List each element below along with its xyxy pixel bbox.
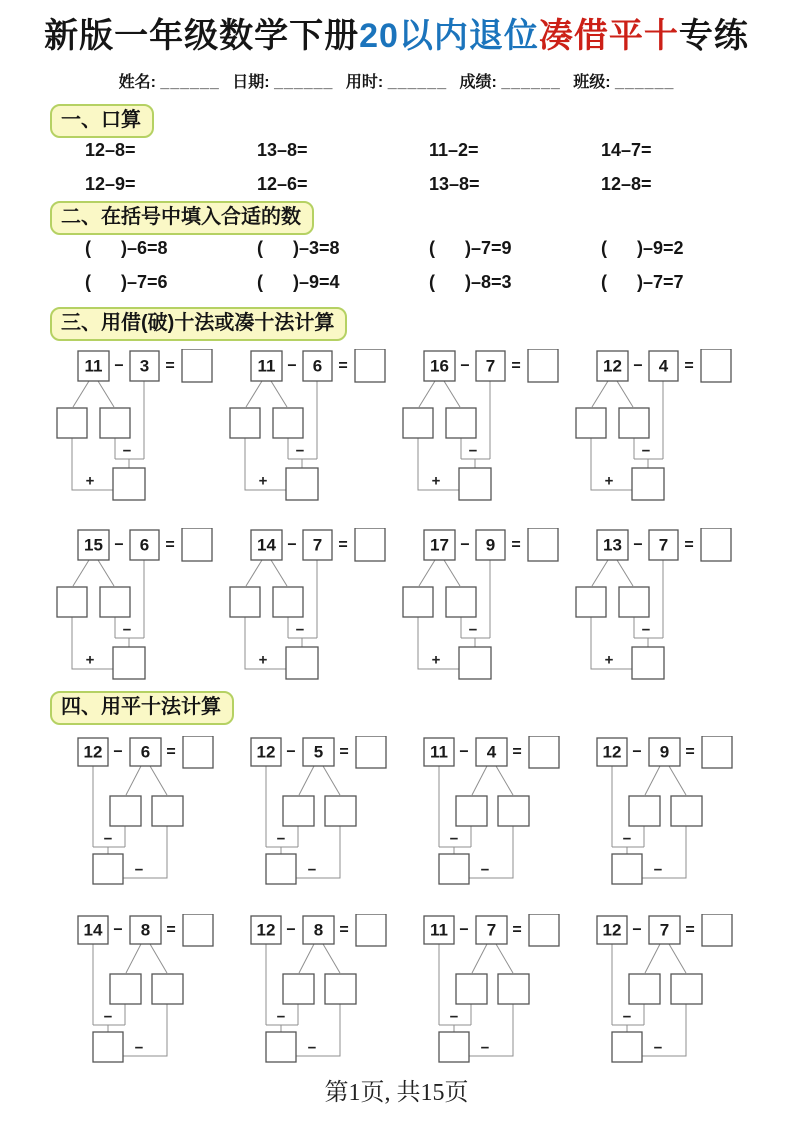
score-blank[interactable]: ______ — [501, 73, 561, 91]
section2-heading: 二、在括号中填入合适的数 — [50, 201, 314, 235]
number-bond-diagram — [56, 528, 229, 686]
step-minus-sign: − — [449, 1008, 459, 1026]
merge-connector — [266, 1025, 298, 1032]
intermediate-box[interactable] — [286, 647, 318, 679]
date-blank[interactable]: ______ — [274, 73, 334, 91]
step-plus-sign: + — [604, 472, 614, 490]
step-minus-sign: − — [641, 442, 651, 460]
step-minus-sign: − — [295, 621, 305, 639]
oral-problem: 13–8= — [257, 139, 308, 160]
split-right-box[interactable] — [152, 974, 183, 1004]
minus-sign: − — [287, 357, 297, 375]
intermediate-box[interactable] — [632, 468, 664, 500]
bracket-problem: ( )–6=8 — [85, 237, 168, 258]
minus-sign: − — [114, 357, 124, 375]
split-right-box[interactable] — [498, 796, 529, 826]
step-minus-sign: − — [449, 830, 459, 848]
date-label: 日期: — [232, 73, 270, 91]
equals-sign: = — [512, 921, 522, 939]
split-line-right — [617, 381, 633, 407]
page-number: 第1页, 共15页 — [324, 1079, 469, 1106]
borrow-ten-problem — [56, 349, 229, 507]
number-bond-diagram — [250, 914, 423, 1066]
step-plus-sign: + — [85, 651, 95, 669]
step-minus-sign-2: − — [134, 861, 144, 879]
merge-connector — [461, 638, 490, 647]
answer-box[interactable] — [528, 528, 558, 561]
split-right-box[interactable] — [619, 587, 649, 617]
step-plus-sign: + — [604, 651, 614, 669]
number-bond-diagram — [423, 736, 596, 888]
step-plus-sign: + — [258, 472, 268, 490]
merge-connector — [266, 847, 298, 854]
title-part-blue: 20以内退位 — [359, 17, 539, 55]
flat-ten-problem — [596, 736, 769, 888]
number-bond-diagram — [229, 528, 402, 686]
minuend-value: 11 — [430, 920, 448, 940]
split-right-box[interactable] — [325, 974, 356, 1004]
number-bond-diagram — [56, 349, 229, 507]
minuend-value: 12 — [83, 742, 103, 762]
subtrahend-value: 6 — [140, 742, 151, 762]
minus-sign: − — [632, 921, 642, 939]
step-minus-sign: − — [622, 830, 632, 848]
number-bond-diagram — [77, 736, 250, 888]
split-line-right — [150, 766, 167, 795]
step-minus-sign-2: − — [307, 861, 317, 879]
minuend-value: 11 — [84, 356, 103, 376]
number-bond-diagram — [229, 349, 402, 507]
equals-sign: = — [511, 536, 521, 554]
section3-row1 — [0, 349, 793, 507]
merge-connector — [634, 638, 663, 647]
split-right-box[interactable] — [671, 974, 702, 1004]
bracket-problem: ( )–9=4 — [257, 271, 340, 292]
oral-problem: 12–8= — [601, 173, 652, 194]
equals-sign: = — [339, 921, 349, 939]
split-right-box[interactable] — [446, 408, 476, 438]
minuend-value: 14 — [83, 920, 103, 940]
intermediate-box[interactable] — [286, 468, 318, 500]
flat-ten-problem — [250, 736, 423, 888]
minuend-value: 17 — [430, 535, 449, 555]
flat-ten-problem — [423, 736, 596, 888]
minus-sign: − — [633, 536, 643, 554]
answer-box[interactable] — [356, 914, 386, 946]
section4-row2 — [0, 914, 793, 1066]
step-minus-sign: − — [103, 830, 113, 848]
equals-sign: = — [338, 357, 348, 375]
intermediate-box[interactable] — [439, 854, 469, 884]
split-line-right — [323, 766, 340, 795]
equals-sign: = — [684, 536, 694, 554]
split-line-left — [246, 560, 262, 586]
merge-connector — [115, 459, 144, 468]
answer-box[interactable] — [356, 736, 386, 768]
split-line-left — [645, 766, 660, 795]
intermediate-box[interactable] — [266, 1032, 296, 1062]
merge-connector — [612, 847, 644, 854]
subtrahend-value: 9 — [485, 535, 496, 555]
borrow-ten-problem — [402, 349, 575, 507]
split-line-right — [98, 560, 114, 586]
split-left-box[interactable] — [57, 408, 87, 438]
bracket-problem: ( )–7=7 — [601, 271, 684, 292]
equals-sign: = — [511, 357, 521, 375]
step-plus-sign: + — [431, 472, 441, 490]
step-plus-sign: + — [431, 651, 441, 669]
split-left-box[interactable] — [283, 974, 314, 1004]
subtrahend-value: 7 — [486, 920, 497, 940]
split-line-right — [150, 944, 167, 973]
section1-heading: 一、口算 — [50, 104, 154, 138]
minus-sign: − — [113, 921, 123, 939]
subtrahend-value: 9 — [659, 742, 670, 762]
split-line-left — [472, 766, 487, 795]
minuend-value: 14 — [257, 535, 276, 555]
meta-line — [0, 69, 793, 92]
split-right-box[interactable] — [100, 587, 130, 617]
section4-heading: 四、用平十法计算 — [50, 691, 234, 725]
minus-sign: − — [459, 921, 469, 939]
bracket-problem: ( )–8=3 — [429, 271, 512, 292]
subtrahend-value: 7 — [485, 356, 496, 376]
intermediate-box[interactable] — [93, 854, 123, 884]
name-blank[interactable]: ______ — [160, 73, 220, 91]
step-minus-sign: − — [122, 621, 132, 639]
split-line-right — [496, 944, 513, 973]
intermediate-box[interactable] — [113, 647, 145, 679]
borrow-ten-problem — [56, 528, 229, 686]
second-minus-connector — [642, 1004, 686, 1056]
second-minus-connector — [642, 826, 686, 878]
split-left-box[interactable] — [57, 587, 87, 617]
section3-row2 — [0, 528, 793, 686]
number-bond-diagram — [402, 349, 575, 507]
step-plus-sign: + — [85, 472, 95, 490]
step-minus-sign: − — [641, 621, 651, 639]
section1-heading-row — [50, 104, 793, 138]
subtrahend-value: 4 — [486, 742, 497, 762]
minuend-value: 11 — [257, 356, 276, 376]
split-right-box[interactable] — [671, 796, 702, 826]
split-left-box[interactable] — [230, 587, 260, 617]
split-right-box[interactable] — [273, 587, 303, 617]
bracket-problem: ( )–3=8 — [257, 237, 340, 258]
split-left-box[interactable] — [629, 796, 660, 826]
split-line-left — [472, 944, 487, 973]
intermediate-box[interactable] — [93, 1032, 123, 1062]
minuend-value: 12 — [603, 356, 622, 376]
split-left-box[interactable] — [403, 408, 433, 438]
step-minus-sign-2: − — [653, 861, 663, 879]
split-right-box[interactable] — [152, 796, 183, 826]
oral-problem: 12–6= — [257, 173, 308, 194]
merge-connector — [461, 459, 490, 468]
minuend-value: 16 — [430, 356, 449, 376]
split-left-box[interactable] — [456, 974, 487, 1004]
name-label: 姓名: — [118, 73, 156, 91]
step-minus-sign: − — [295, 442, 305, 460]
equals-sign: = — [685, 743, 695, 761]
subtrahend-value: 6 — [139, 535, 150, 555]
answer-box[interactable] — [182, 349, 212, 382]
number-bond-diagram — [423, 914, 596, 1066]
minuend-value: 12 — [602, 742, 622, 762]
step-minus-sign: − — [276, 1008, 286, 1026]
section4-row1 — [0, 736, 793, 888]
split-right-box[interactable] — [273, 408, 303, 438]
split-line-left — [592, 381, 608, 407]
split-line-left — [73, 381, 89, 407]
number-bond-diagram — [250, 736, 423, 888]
second-minus-connector — [296, 826, 340, 878]
bracket-problem: ( )–7=6 — [85, 271, 168, 292]
subtrahend-value: 4 — [658, 356, 669, 376]
equals-sign: = — [166, 921, 176, 939]
borrow-ten-problem — [229, 349, 402, 507]
class-blank[interactable]: ______ — [614, 73, 675, 91]
subtrahend-value: 3 — [139, 356, 150, 376]
title-part-black1: 新版一年级数学下册 — [44, 17, 360, 55]
split-line-left — [246, 381, 262, 407]
step-minus-sign-2: − — [307, 1039, 317, 1057]
oral-problem: 12–9= — [85, 173, 136, 194]
merge-connector — [634, 459, 663, 468]
answer-box[interactable] — [355, 349, 385, 382]
flat-ten-problem — [77, 914, 250, 1066]
intermediate-box[interactable] — [632, 647, 664, 679]
split-left-box[interactable] — [456, 796, 487, 826]
oral-problem: 11–2= — [429, 139, 479, 160]
split-line-left — [419, 560, 435, 586]
intermediate-box[interactable] — [266, 854, 296, 884]
step-minus-sign: − — [468, 442, 478, 460]
split-left-box[interactable] — [576, 408, 606, 438]
number-bond-diagram — [575, 349, 748, 507]
flat-ten-problem — [423, 914, 596, 1066]
section2-heading-row — [50, 201, 793, 235]
time-label: 用时: — [345, 73, 384, 91]
split-right-box[interactable] — [325, 796, 356, 826]
split-left-box[interactable] — [230, 408, 260, 438]
step-minus-sign-2: − — [134, 1039, 144, 1057]
split-line-left — [73, 560, 89, 586]
merge-connector — [439, 847, 471, 854]
borrow-ten-problem — [402, 528, 575, 686]
borrow-ten-problem — [575, 349, 748, 507]
equals-sign: = — [685, 921, 695, 939]
answer-box[interactable] — [355, 528, 385, 561]
minuend-value: 13 — [603, 535, 622, 555]
minuend-value: 12 — [602, 920, 622, 940]
title-part-red: 凑借平十 — [538, 17, 679, 55]
equals-sign: = — [165, 536, 175, 554]
equals-sign: = — [512, 743, 522, 761]
split-line-left — [126, 944, 141, 973]
split-line-right — [496, 766, 513, 795]
minus-sign: − — [286, 921, 296, 939]
split-line-right — [669, 766, 686, 795]
section3-heading: 三、用借(破)十法或凑十法计算 — [50, 307, 347, 341]
equals-sign: = — [339, 743, 349, 761]
answer-box[interactable] — [702, 914, 732, 946]
step-plus-sign: + — [258, 651, 268, 669]
intermediate-box[interactable] — [113, 468, 145, 500]
step-minus-sign-2: − — [653, 1039, 663, 1057]
split-line-left — [419, 381, 435, 407]
number-bond-diagram — [596, 914, 769, 1066]
merge-connector — [93, 1025, 125, 1032]
minus-sign: − — [633, 357, 643, 375]
section4-heading-row — [50, 691, 793, 725]
answer-box[interactable] — [528, 349, 558, 382]
second-minus-connector — [296, 1004, 340, 1056]
answer-box[interactable] — [529, 914, 559, 946]
subtrahend-value: 7 — [312, 535, 323, 555]
oral-problem: 12–8= — [85, 139, 136, 160]
class-label: 班级: — [573, 73, 611, 91]
split-left-box[interactable] — [110, 796, 141, 826]
number-bond-diagram — [77, 914, 250, 1066]
merge-connector — [288, 459, 317, 468]
split-line-left — [592, 560, 608, 586]
answer-box[interactable] — [182, 528, 212, 561]
answer-box[interactable] — [701, 528, 731, 561]
subtrahend-value: 7 — [658, 535, 669, 555]
time-blank[interactable]: ______ — [387, 73, 448, 91]
number-bond-diagram — [575, 528, 748, 686]
equals-sign: = — [684, 357, 694, 375]
minuend-value: 12 — [256, 742, 276, 762]
split-line-right — [98, 381, 114, 407]
step-minus-sign: − — [103, 1008, 113, 1026]
intermediate-box[interactable] — [612, 1032, 642, 1062]
minus-sign: − — [460, 357, 470, 375]
split-right-box[interactable] — [100, 408, 130, 438]
flat-ten-problem — [77, 736, 250, 888]
merge-connector — [612, 1025, 644, 1032]
intermediate-box[interactable] — [459, 647, 491, 679]
merge-connector — [93, 847, 125, 854]
second-minus-connector — [123, 826, 167, 878]
minuend-value: 15 — [84, 535, 103, 555]
section1-problems — [0, 140, 793, 195]
split-line-right — [617, 560, 633, 586]
section3-heading-row — [50, 307, 793, 341]
borrow-ten-problem — [229, 528, 402, 686]
number-bond-diagram — [402, 528, 575, 686]
minuend-value: 12 — [256, 920, 276, 940]
split-left-box[interactable] — [629, 974, 660, 1004]
answer-box[interactable] — [529, 736, 559, 768]
step-minus-sign: − — [468, 621, 478, 639]
split-right-box[interactable] — [498, 974, 529, 1004]
step-minus-sign: − — [622, 1008, 632, 1026]
page-title — [0, 0, 793, 57]
minuend-value: 11 — [430, 742, 448, 762]
split-right-box[interactable] — [619, 408, 649, 438]
score-label: 成绩: — [459, 73, 497, 91]
second-minus-connector — [469, 826, 513, 878]
minus-sign: − — [113, 743, 123, 761]
answer-box[interactable] — [183, 736, 213, 768]
section2-problems — [0, 238, 793, 293]
oral-problem: 14–7= — [601, 139, 652, 160]
split-line-left — [645, 944, 660, 973]
oral-problem: 13–8= — [429, 173, 480, 194]
second-minus-connector — [469, 1004, 513, 1056]
second-minus-connector — [123, 1004, 167, 1056]
split-line-right — [669, 944, 686, 973]
split-line-left — [299, 944, 314, 973]
flat-ten-problem — [250, 914, 423, 1066]
step-minus-sign-2: − — [480, 861, 490, 879]
flat-ten-problem — [596, 914, 769, 1066]
minus-sign: − — [632, 743, 642, 761]
split-line-right — [444, 381, 460, 407]
split-left-box[interactable] — [283, 796, 314, 826]
subtrahend-value: 8 — [140, 920, 151, 940]
minus-sign: − — [286, 743, 296, 761]
merge-connector — [115, 638, 144, 647]
minus-sign: − — [287, 536, 297, 554]
answer-box[interactable] — [701, 349, 731, 382]
intermediate-box[interactable] — [439, 1032, 469, 1062]
answer-box[interactable] — [702, 736, 732, 768]
split-left-box[interactable] — [576, 587, 606, 617]
minus-sign: − — [460, 536, 470, 554]
subtrahend-value: 6 — [312, 356, 323, 376]
answer-box[interactable] — [183, 914, 213, 946]
subtrahend-value: 5 — [313, 742, 324, 762]
merge-connector — [439, 1025, 471, 1032]
split-line-right — [444, 560, 460, 586]
step-minus-sign-2: − — [480, 1039, 490, 1057]
split-line-left — [299, 766, 314, 795]
split-right-box[interactable] — [446, 587, 476, 617]
step-minus-sign: − — [122, 442, 132, 460]
minus-sign: − — [114, 536, 124, 554]
bracket-problem: ( )–7=9 — [429, 237, 512, 258]
equals-sign: = — [166, 743, 176, 761]
split-line-left — [126, 766, 141, 795]
borrow-ten-problem — [575, 528, 748, 686]
minus-sign: − — [459, 743, 469, 761]
step-minus-sign: − — [276, 830, 286, 848]
split-line-right — [271, 381, 287, 407]
number-bond-diagram — [596, 736, 769, 888]
intermediate-box[interactable] — [612, 854, 642, 884]
split-left-box[interactable] — [110, 974, 141, 1004]
split-line-right — [271, 560, 287, 586]
split-left-box[interactable] — [403, 587, 433, 617]
subtrahend-value: 8 — [313, 920, 324, 940]
equals-sign: = — [165, 357, 175, 375]
bracket-problem: ( )–9=2 — [601, 237, 684, 258]
title-part-black2: 专练 — [678, 17, 749, 55]
intermediate-box[interactable] — [459, 468, 491, 500]
equals-sign: = — [338, 536, 348, 554]
subtrahend-value: 7 — [659, 920, 670, 940]
merge-connector — [288, 638, 317, 647]
split-line-right — [323, 944, 340, 973]
